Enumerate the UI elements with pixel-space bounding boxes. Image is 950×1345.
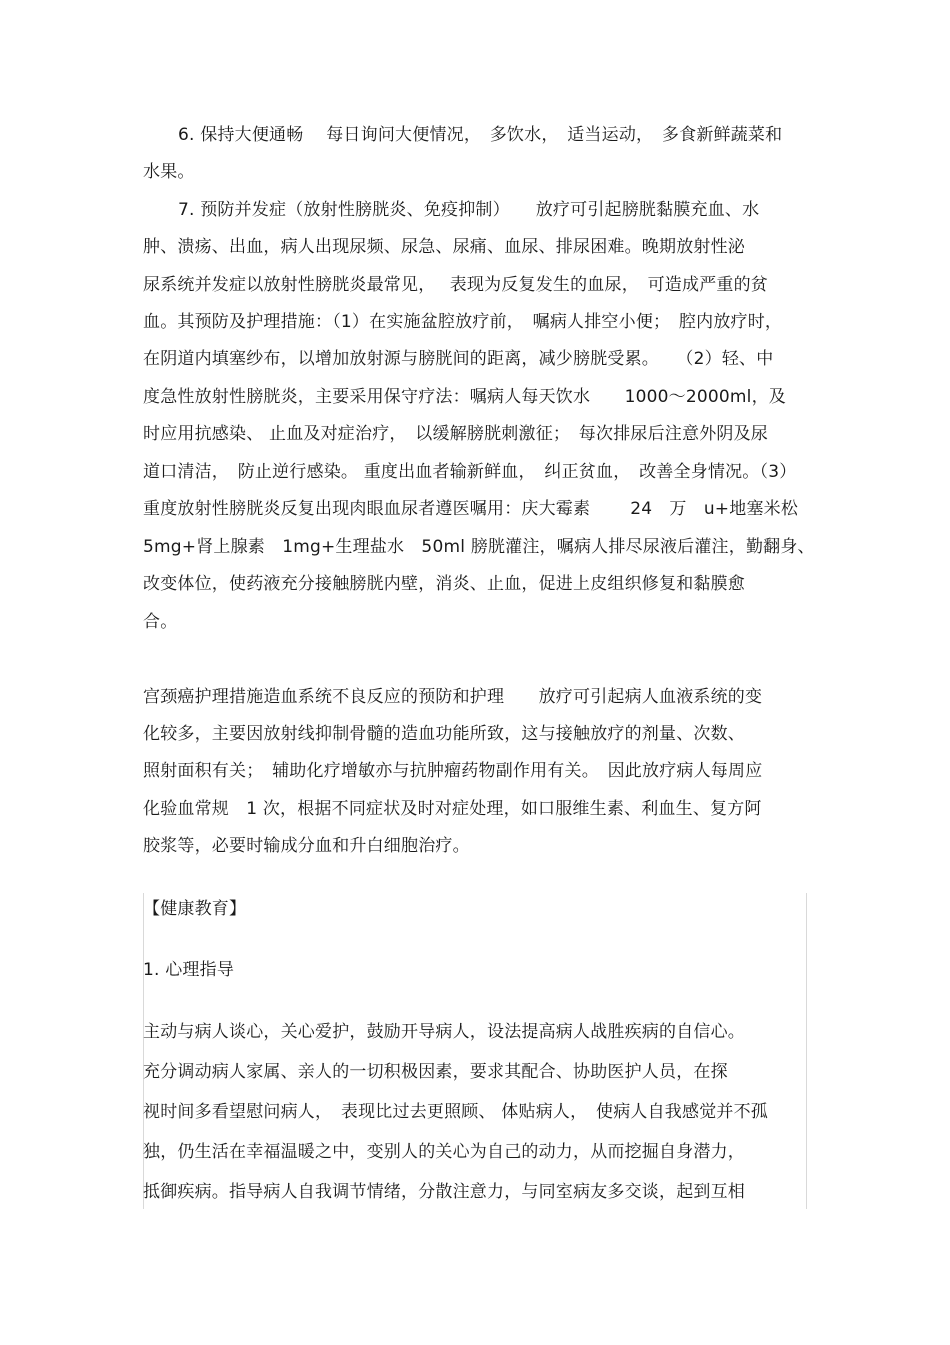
text-line: 重度放射性膀胱炎反复出现肉眼血尿者遵医嘱用：庆大霉素 24 万 u+地塞米松 [143, 499, 799, 519]
text-line: 抵御疾病。指导病人自我调节情绪，分散注意力，与同室病友多交谈，起到互相 [143, 1182, 745, 1202]
text-line: 合。 [143, 612, 178, 632]
text-line: 独，仍生活在幸福温暖之中，变别人的关心为自己的动力，从而挖掘自身潜力， [143, 1142, 745, 1162]
text-line: 主动与病人谈心，关心爱护，鼓励开导病人，设法提高病人战胜疾病的自信心。 [143, 1022, 745, 1042]
sub-heading: 1. 心理指导 [143, 960, 235, 980]
text-line: 道口清洁， 防止逆行感染。 重度出血者输新鲜血， 纠正贫血， 改善全身情况。（3） [143, 462, 797, 482]
text-line: 6. 保持大便通畅 每日询问大便情况， 多饮水， 适当运动， 多食新鲜蔬菜和 [178, 125, 783, 145]
text-line: 在阴道内填塞纱布，以增加放射源与膀胱间的距离，减少膀胱受累。 （2）轻、中 [143, 349, 774, 369]
text-line: 照射面积有关； 辅助化疗增敏亦与抗肿瘤药物副作用有关。 因此放疗病人每周应 [143, 761, 763, 781]
text-line: 水果。 [143, 162, 195, 182]
text-line: 胶浆等，必要时输成分血和升白细胞治疗。 [143, 836, 470, 856]
text-line: 7. 预防并发症（放射性膀胱炎、免疫抑制） 放疗可引起膀胱黏膜充血、水 [178, 200, 760, 220]
text-line: 充分调动病人家属、亲人的一切积极因素，要求其配合、协助医护人员，在探 [143, 1062, 728, 1082]
text-line: 度急性放射性膀胱炎，主要采用保守疗法：嘱病人每天饮水 1000～2000ml，及 [143, 387, 787, 407]
text-line: 改变体位，使药液充分接触膀胱内壁，消炎、止血，促进上皮组织修复和黏膜愈 [143, 574, 745, 594]
text-line: 化验血常规 1 次，根据不同症状及时对症处理，如口服维生素、利血生、复方阿 [143, 799, 762, 819]
text-line: 化较多，主要因放射线抑制骨髓的造血功能所致，这与接触放疗的剂量、次数、 [143, 724, 745, 744]
text-line: 尿系统并发症以放射性膀胱炎最常见， 表现为反复发生的血尿， 可造成严重的贫 [143, 275, 769, 295]
text-line: 宫颈癌护理措施造血系统不良反应的预防和护理 放疗可引起病人血液系统的变 [143, 687, 763, 707]
text-line: 时应用抗感染、 止血及对症治疗， 以缓解膀胱刺激征； 每次排尿后注意外阴及尿 [143, 424, 769, 444]
text-line: 肿、溃疡、出血，病人出现尿频、尿急、尿痛、血尿、排尿困难。晚期放射性泌 [143, 237, 745, 257]
section-heading: 【健康教育】 [143, 899, 247, 919]
text-line: 5mg+肾上腺素 1mg+生理盐水 50ml 膀胱灌注，嘱病人排尽尿液后灌注，勤翻身、 [143, 537, 815, 557]
box-right-border [806, 893, 807, 1209]
text-line: 视时间多看望慰问病人， 表现比过去更照顾、 体贴病人， 使病人自我感觉并不孤 [143, 1102, 769, 1122]
text-line: 血。其预防及护理措施：（1）在实施盆腔放疗前， 嘱病人排空小便； 腔内放疗时， [143, 312, 783, 332]
